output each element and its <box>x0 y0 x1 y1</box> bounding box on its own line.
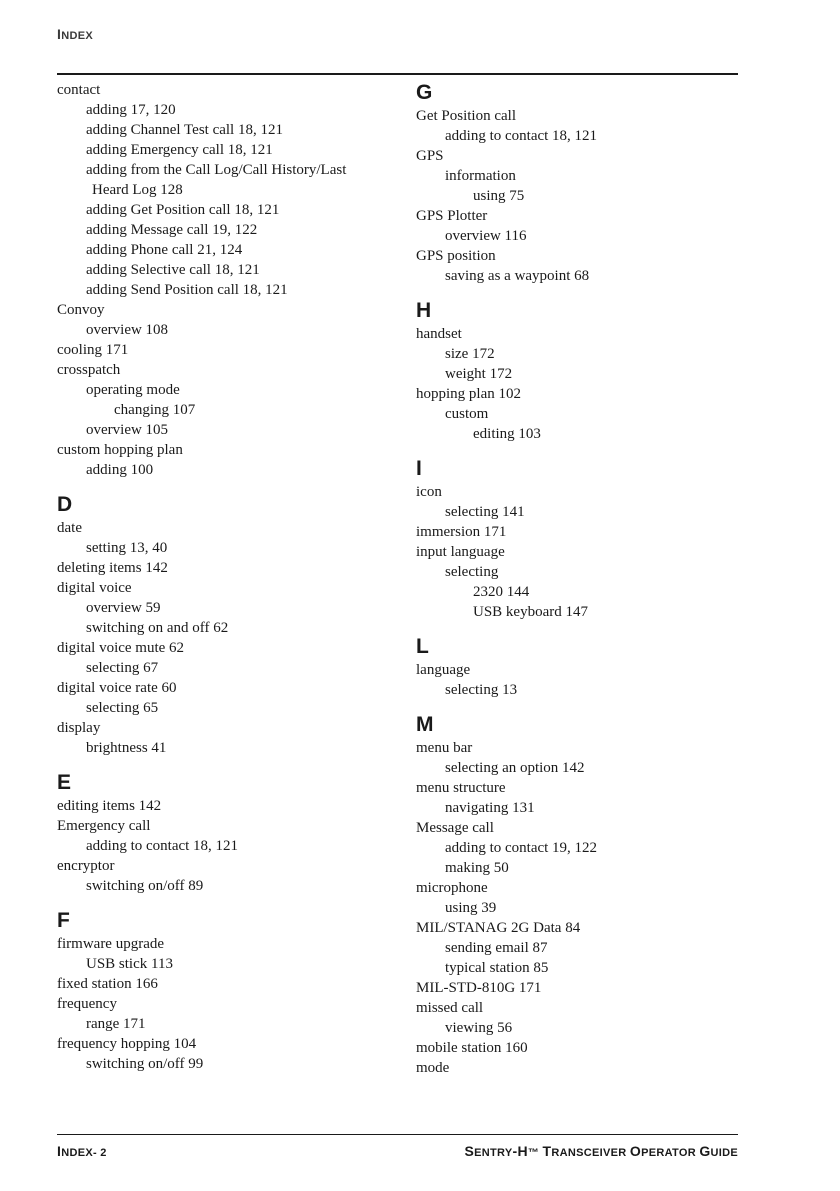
index-entry: selecting <box>445 564 499 580</box>
index-entry: frequency <box>57 996 117 1012</box>
index-entry: adding to contact 18, 121 <box>445 128 598 144</box>
index-entry: MIL-STD-810G 171 <box>416 980 542 996</box>
index-entry: fixed station 166 <box>57 976 158 992</box>
index-entry: missed call <box>416 1000 484 1016</box>
index-entry: overview 108 <box>86 322 169 338</box>
index-entry: adding Emergency call 18, 121 <box>86 142 273 158</box>
footer-title-part: ™ <box>527 1147 543 1159</box>
index-entry: GPS <box>416 148 444 164</box>
index-entry: selecting an option 142 <box>445 760 585 776</box>
header-title-initial: I <box>57 26 62 42</box>
index-entry: Get Position call <box>416 108 516 124</box>
index-entry: editing 103 <box>473 426 541 442</box>
index-section-letter: H <box>416 299 432 322</box>
footer-page-rest: NDEX- 2 <box>61 1147 107 1159</box>
index-entry: overview 105 <box>86 422 169 438</box>
index-entry: mobile station 160 <box>416 1040 528 1056</box>
index-entry: Message call <box>416 820 494 836</box>
index-entry: adding Selective call 18, 121 <box>86 262 260 278</box>
index-entry: selecting 65 <box>86 700 159 716</box>
footer-guide-title <box>464 1143 738 1159</box>
index-entry: switching on and off 62 <box>86 620 229 636</box>
index-entry: digital voice mute 62 <box>57 640 185 656</box>
footer-title-part: G <box>699 1143 711 1159</box>
index-entry: menu bar <box>416 740 473 756</box>
header-divider <box>57 73 738 75</box>
index-entry: mode <box>416 1060 450 1076</box>
index-entry: selecting 67 <box>86 660 159 676</box>
index-entry: information <box>445 168 516 184</box>
index-section-letter: L <box>416 635 429 658</box>
index-entry: selecting 141 <box>445 504 525 520</box>
index-entry: switching on/off 89 <box>86 878 204 894</box>
index-entry: changing 107 <box>114 402 196 418</box>
index-entry: date <box>57 520 82 536</box>
index-entry: USB keyboard 147 <box>473 604 588 620</box>
index-entry: typical station 85 <box>445 960 549 976</box>
index-entry: adding Message call 19, 122 <box>86 222 258 238</box>
index-section-letter: F <box>57 909 70 932</box>
index-entry: MIL/STANAG 2G Data 84 <box>416 920 581 936</box>
index-entry: Convoy <box>57 302 105 318</box>
index-column-left <box>57 80 392 1074</box>
index-entry: firmware upgrade <box>57 936 165 952</box>
index-entry: adding 100 <box>86 462 154 478</box>
index-entry: Heard Log 128 <box>92 182 183 198</box>
index-entry: adding Get Position call 18, 121 <box>86 202 280 218</box>
index-entry: adding Phone call 21, 124 <box>86 242 243 258</box>
index-entry: adding Send Position call 18, 121 <box>86 282 288 298</box>
footer-title-part: S <box>464 1143 475 1159</box>
index-entry: digital voice rate 60 <box>57 680 177 696</box>
index-entry: operating mode <box>86 382 180 398</box>
footer-page-number <box>57 1143 107 1159</box>
index-section-letter: D <box>57 493 73 516</box>
index-entry: adding Channel Test call 18, 121 <box>86 122 283 138</box>
index-entry: display <box>57 720 101 736</box>
index-entry: adding 17, 120 <box>86 102 176 118</box>
index-entry: using 75 <box>473 188 525 204</box>
footer-title-part: T <box>542 1143 552 1159</box>
index-entry: switching on/off 99 <box>86 1056 204 1072</box>
index-entry: custom hopping plan <box>57 442 183 458</box>
index-section-letter: I <box>416 457 422 480</box>
index-entry: editing items 142 <box>57 798 162 814</box>
index-entry: brightness 41 <box>86 740 167 756</box>
index-entry: viewing 56 <box>445 1020 513 1036</box>
footer-title-part: PERATOR <box>641 1147 700 1159</box>
index-entry: USB stick 113 <box>86 956 173 972</box>
index-entry: cooling 171 <box>57 342 129 358</box>
index-section-letter: E <box>57 771 72 794</box>
index-entry: menu structure <box>416 780 506 796</box>
index-entry: icon <box>416 484 442 500</box>
index-entry: adding to contact 18, 121 <box>86 838 239 854</box>
index-entry: making 50 <box>445 860 509 876</box>
index-entry: size 172 <box>445 346 495 362</box>
index-entry: digital voice <box>57 580 132 596</box>
index-entry: weight 172 <box>445 366 513 382</box>
index-entry: saving as a waypoint 68 <box>445 268 590 284</box>
index-entry: crosspatch <box>57 362 121 378</box>
index-section-letter: M <box>416 713 434 736</box>
index-entry: using 39 <box>445 900 497 916</box>
footer-title-part: O <box>629 1143 642 1159</box>
index-entry: custom <box>445 406 489 422</box>
index-entry: input language <box>416 544 505 560</box>
index-entry: selecting 13 <box>445 682 518 698</box>
index-entry: overview 59 <box>86 600 161 616</box>
index-entry: sending email 87 <box>445 940 548 956</box>
index-section-letter: G <box>416 81 433 104</box>
index-entry: hopping plan 102 <box>416 386 521 402</box>
index-entry: adding to contact 19, 122 <box>445 840 598 856</box>
index-entry: deleting items 142 <box>57 560 168 576</box>
index-entry: 2320 144 <box>473 584 530 600</box>
index-entry: overview 116 <box>445 228 527 244</box>
index-entry: GPS position <box>416 248 496 264</box>
page-header <box>57 26 93 42</box>
index-entry: frequency hopping 104 <box>57 1036 197 1052</box>
header-title-rest: NDEX <box>61 30 93 42</box>
index-entry: encryptor <box>57 858 115 874</box>
index-entry: handset <box>416 326 462 342</box>
index-entry: Emergency call <box>57 818 151 834</box>
footer-title-part: RANSCEIVER <box>551 1147 630 1159</box>
index-entry: range 171 <box>86 1016 146 1032</box>
index-entry: immersion 171 <box>416 524 507 540</box>
index-entry: language <box>416 662 471 678</box>
index-entry: microphone <box>416 880 488 896</box>
index-entry: GPS Plotter <box>416 208 488 224</box>
footer-title-part: ENTRY <box>474 1147 513 1159</box>
index-entry: contact <box>57 82 101 98</box>
footer-title-part: -H <box>512 1143 528 1159</box>
index-entry: adding from the Call Log/Call History/Last <box>86 162 347 178</box>
index-entry: navigating 131 <box>445 800 535 816</box>
index-entry: setting 13, 40 <box>86 540 168 556</box>
footer-divider <box>57 1134 738 1135</box>
footer-title-part: UIDE <box>710 1147 738 1159</box>
index-column-right <box>416 80 738 1078</box>
footer-page-initial: I <box>57 1143 62 1159</box>
